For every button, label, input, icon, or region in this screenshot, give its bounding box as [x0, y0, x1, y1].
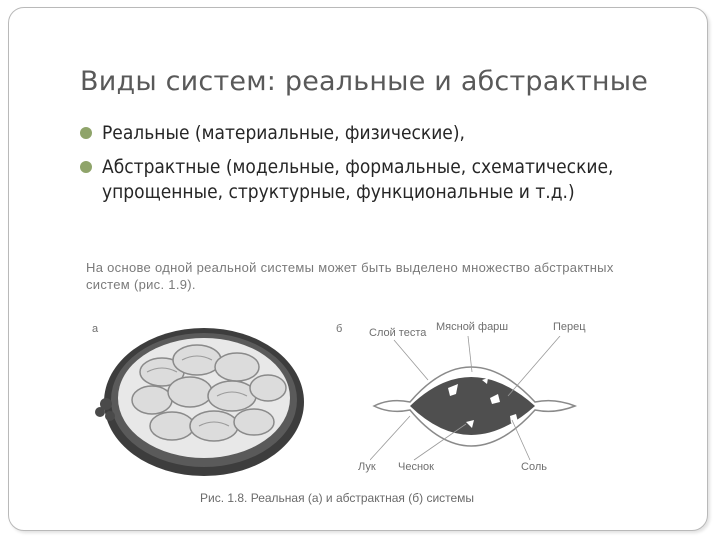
- label-salt: Соль: [521, 461, 547, 473]
- label-meat-filling: Мясной фарш: [436, 321, 509, 333]
- dumplings-plate-image: [92, 322, 312, 482]
- figure-caption: Рис. 1.8. Реальная (а) и абстрактная (б) системы: [200, 491, 475, 505]
- bullet-dot-icon: [80, 127, 92, 139]
- label-pepper: Перец: [553, 321, 586, 333]
- figure-b-label: б: [336, 323, 343, 335]
- abstract-dumpling-diagram: [370, 336, 600, 466]
- slide-title: Виды систем: реальные и абстрактные: [80, 66, 649, 97]
- bullet-text: Абстрактные (модельные, формальные, схематические, упрощенные, структурные, функциональные и т.д.): [102, 156, 614, 203]
- label-onion: Лук: [358, 461, 376, 473]
- label-dough-layer: Слой теста: [369, 327, 427, 339]
- figure-a-label: а: [92, 323, 99, 335]
- bullet-item-real: [80, 121, 680, 146]
- bullet-dot-icon: [80, 161, 92, 173]
- label-garlic: Чеснок: [398, 461, 434, 473]
- bullet-item-abstract: [80, 155, 680, 205]
- bullet-list: [80, 121, 680, 214]
- bullet-text: Реальные (материальные, физические),: [102, 122, 465, 144]
- scanned-paragraph: На основе одной реальной системы может быть выделено множество абстрактных систем (рис. 1.9).: [86, 260, 614, 292]
